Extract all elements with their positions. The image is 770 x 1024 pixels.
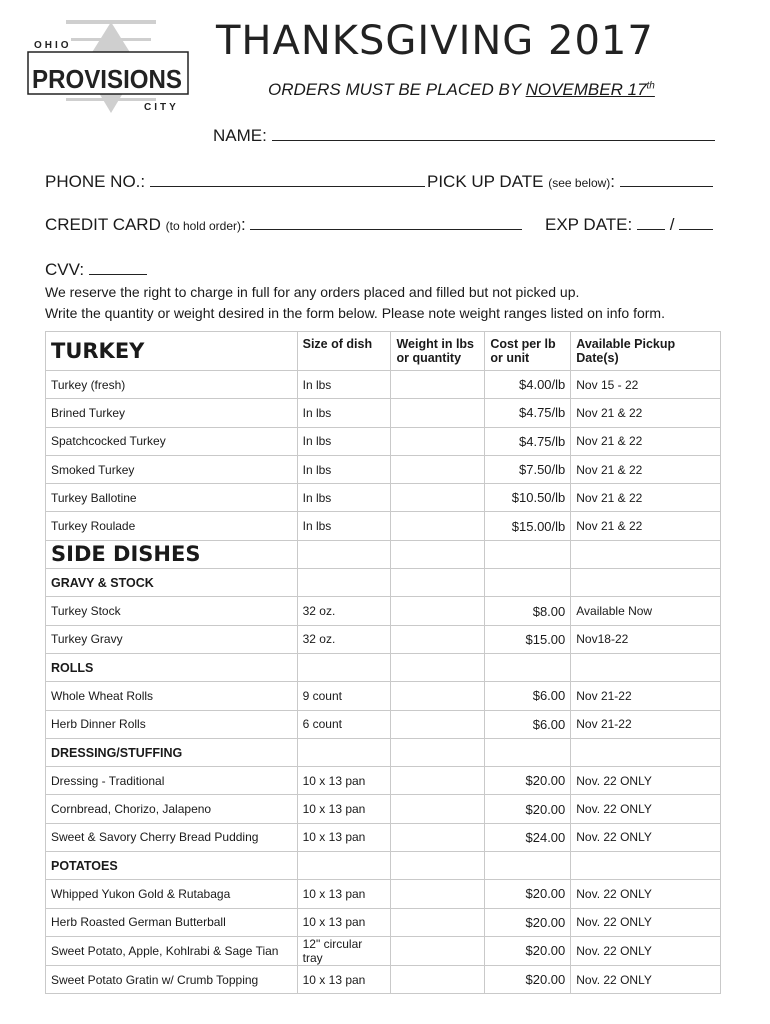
rolls-title: ROLLS xyxy=(46,653,298,681)
exp-date-separator: / xyxy=(669,215,675,234)
weight-column-header: Weight in lbs or quantity xyxy=(391,332,485,371)
item-cost: $20.00 xyxy=(485,936,571,965)
item-cost: $15.00 xyxy=(485,625,571,653)
item-pickup: Nov 21 & 22 xyxy=(571,399,721,427)
table-row xyxy=(46,427,721,455)
item-cost: $4.75/lb xyxy=(485,427,571,455)
item-name: Cornbread, Chorizo, Jalapeno xyxy=(46,795,298,823)
order-table xyxy=(45,331,721,994)
phone-field xyxy=(45,172,425,192)
pickup-date-label: PICK UP DATE xyxy=(427,172,544,191)
item-name: Herb Roasted German Butterball xyxy=(46,908,298,936)
item-cost: $24.00 xyxy=(485,823,571,851)
item-cost: $20.00 xyxy=(485,965,571,993)
credit-card-label: CREDIT CARD xyxy=(45,215,161,234)
item-cost: $4.75/lb xyxy=(485,399,571,427)
exp-month-input-line[interactable] xyxy=(637,215,665,230)
item-size: 10 x 13 pan xyxy=(297,823,391,851)
quantity-input[interactable] xyxy=(391,767,485,795)
table-row xyxy=(46,767,721,795)
pickup-date-colon: : xyxy=(610,172,616,191)
side-dishes-section-row xyxy=(46,540,721,568)
item-size: In lbs xyxy=(297,427,391,455)
cvv-input-line[interactable] xyxy=(89,260,147,275)
exp-year-input-line[interactable] xyxy=(679,215,713,230)
item-name: Turkey Gravy xyxy=(46,625,298,653)
name-field xyxy=(213,126,715,146)
item-name: Spatchcocked Turkey xyxy=(46,427,298,455)
name-label: NAME: xyxy=(213,126,267,145)
item-size: 32 oz. xyxy=(297,597,391,625)
item-pickup: Nov 21 & 22 xyxy=(571,512,721,540)
item-name: Smoked Turkey xyxy=(46,455,298,483)
pickup-date-input-line[interactable] xyxy=(620,172,713,187)
item-pickup: Nov. 22 ONLY xyxy=(571,965,721,993)
pickup-date-note: (see below) xyxy=(548,176,611,190)
item-size: 9 count xyxy=(297,682,391,710)
name-input-line[interactable] xyxy=(272,126,715,141)
cost-column-header: Cost per lb or unit xyxy=(485,332,571,371)
item-size: 10 x 13 pan xyxy=(297,965,391,993)
table-row xyxy=(46,512,721,540)
logo-top-text: OHIO xyxy=(34,40,72,51)
item-name: Dressing - Traditional xyxy=(46,767,298,795)
item-pickup: Nov 21 & 22 xyxy=(571,484,721,512)
item-name: Herb Dinner Rolls xyxy=(46,710,298,738)
table-row xyxy=(46,936,721,965)
item-cost: $8.00 xyxy=(485,597,571,625)
item-size: 10 x 13 pan xyxy=(297,880,391,908)
dressing-title: DRESSING/STUFFING xyxy=(46,738,298,766)
table-row xyxy=(46,371,721,399)
rolls-subsection-row xyxy=(46,653,721,681)
item-pickup: Nov. 22 ONLY xyxy=(571,880,721,908)
table-row xyxy=(46,880,721,908)
deadline-prefix: ORDERS MUST BE PLACED BY xyxy=(268,80,526,99)
logo-bottom-text: CITY xyxy=(144,102,179,113)
quantity-input[interactable] xyxy=(391,625,485,653)
quantity-input[interactable] xyxy=(391,399,485,427)
item-pickup: Nov 15 - 22 xyxy=(571,371,721,399)
credit-card-field xyxy=(45,215,522,235)
table-row xyxy=(46,455,721,483)
item-cost: $7.50/lb xyxy=(485,455,571,483)
pickup-column-header: Available Pickup Date(s) xyxy=(571,332,721,371)
table-row xyxy=(46,710,721,738)
table-row xyxy=(46,965,721,993)
item-name: Turkey Stock xyxy=(46,597,298,625)
cvv-label: CVV: xyxy=(45,260,85,279)
deadline-date xyxy=(526,80,655,99)
item-pickup: Nov. 22 ONLY xyxy=(571,795,721,823)
quantity-input[interactable] xyxy=(391,371,485,399)
item-pickup: Nov 21 & 22 xyxy=(571,427,721,455)
quantity-input[interactable] xyxy=(391,823,485,851)
pickup-date-field xyxy=(427,172,713,192)
item-cost: $20.00 xyxy=(485,795,571,823)
item-cost: $20.00 xyxy=(485,908,571,936)
item-name: Sweet & Savory Cherry Bread Pudding xyxy=(46,823,298,851)
item-cost: $6.00 xyxy=(485,682,571,710)
item-name: Sweet Potato Gratin w/ Crumb Topping xyxy=(46,965,298,993)
quantity-input[interactable] xyxy=(391,597,485,625)
table-row xyxy=(46,484,721,512)
credit-card-colon: : xyxy=(240,215,246,234)
item-size: In lbs xyxy=(297,484,391,512)
item-size: In lbs xyxy=(297,512,391,540)
page-title: THANKSGIVING 2017 xyxy=(216,18,654,64)
quantity-input[interactable] xyxy=(391,512,485,540)
quantity-input[interactable] xyxy=(391,936,485,965)
gravy-title: GRAVY & STOCK xyxy=(46,569,298,597)
dressing-subsection-row xyxy=(46,738,721,766)
item-name: Whipped Yukon Gold & Rutabaga xyxy=(46,880,298,908)
item-name: Sweet Potato, Apple, Kohlrabi & Sage Tian xyxy=(46,936,298,965)
item-size: 10 x 13 pan xyxy=(297,767,391,795)
item-pickup: Nov 21-22 xyxy=(571,710,721,738)
item-size: 32 oz. xyxy=(297,625,391,653)
item-cost: $6.00 xyxy=(485,710,571,738)
item-name: Brined Turkey xyxy=(46,399,298,427)
phone-label: PHONE NO.: xyxy=(45,172,146,191)
item-pickup: Nov. 22 ONLY xyxy=(571,823,721,851)
cvv-field xyxy=(45,260,147,280)
logo-main-text: PROVISIONS xyxy=(32,64,182,94)
item-pickup: Nov. 22 ONLY xyxy=(571,767,721,795)
item-pickup: Nov 21-22 xyxy=(571,682,721,710)
quantity-input[interactable] xyxy=(391,455,485,483)
item-size: 12" circular tray xyxy=(297,936,391,965)
exp-date-field xyxy=(545,215,713,235)
table-row xyxy=(46,823,721,851)
quantity-input[interactable] xyxy=(391,965,485,993)
item-size: 10 x 13 pan xyxy=(297,795,391,823)
table-row xyxy=(46,625,721,653)
charge-policy-note: We reserve the right to charge in full for any orders placed and filled but not picked up. xyxy=(45,284,580,300)
deadline-date-text: NOVEMBER 17 xyxy=(525,80,647,99)
item-size: In lbs xyxy=(297,455,391,483)
quantity-input[interactable] xyxy=(391,710,485,738)
instructions-note: Write the quantity or weight desired in the form below. Please note weight ranges listed on info form. xyxy=(45,305,665,321)
credit-card-input-line[interactable] xyxy=(250,215,522,230)
item-cost: $10.50/lb xyxy=(485,484,571,512)
quantity-input[interactable] xyxy=(391,484,485,512)
item-cost: $20.00 xyxy=(485,880,571,908)
potatoes-title: POTATOES xyxy=(46,852,298,880)
gravy-subsection-row xyxy=(46,569,721,597)
credit-card-note: (to hold order) xyxy=(165,219,241,233)
item-name: Turkey Ballotine xyxy=(46,484,298,512)
item-pickup: Nov. 22 ONLY xyxy=(571,936,721,965)
size-column-header: Size of dish xyxy=(297,332,391,371)
item-size: 6 count xyxy=(297,710,391,738)
phone-input-line[interactable] xyxy=(150,172,425,187)
table-row xyxy=(46,399,721,427)
side-dishes-title: SIDE DISHES xyxy=(46,540,298,568)
quantity-input[interactable] xyxy=(391,682,485,710)
ohio-provisions-city-logo xyxy=(26,18,196,118)
order-deadline xyxy=(268,80,655,100)
turkey-section-title: TURKEY xyxy=(46,332,298,371)
item-name: Whole Wheat Rolls xyxy=(46,682,298,710)
item-size: 10 x 13 pan xyxy=(297,908,391,936)
deadline-date-suffix: th xyxy=(646,80,655,92)
exp-date-label: EXP DATE: xyxy=(545,215,633,234)
table-row xyxy=(46,597,721,625)
table-row xyxy=(46,795,721,823)
item-pickup: Available Now xyxy=(571,597,721,625)
table-row xyxy=(46,682,721,710)
quantity-input[interactable] xyxy=(391,908,485,936)
potatoes-subsection-row xyxy=(46,852,721,880)
table-row xyxy=(46,908,721,936)
item-pickup: Nov. 22 ONLY xyxy=(571,908,721,936)
item-cost: $15.00/lb xyxy=(485,512,571,540)
quantity-input[interactable] xyxy=(391,795,485,823)
item-cost: $20.00 xyxy=(485,767,571,795)
item-name: Turkey (fresh) xyxy=(46,371,298,399)
quantity-input[interactable] xyxy=(391,427,485,455)
item-pickup: Nov18-22 xyxy=(571,625,721,653)
table-header-row xyxy=(46,332,721,371)
item-size: In lbs xyxy=(297,371,391,399)
item-pickup: Nov 21 & 22 xyxy=(571,455,721,483)
quantity-input[interactable] xyxy=(391,880,485,908)
item-size: In lbs xyxy=(297,399,391,427)
item-cost: $4.00/lb xyxy=(485,371,571,399)
item-name: Turkey Roulade xyxy=(46,512,298,540)
